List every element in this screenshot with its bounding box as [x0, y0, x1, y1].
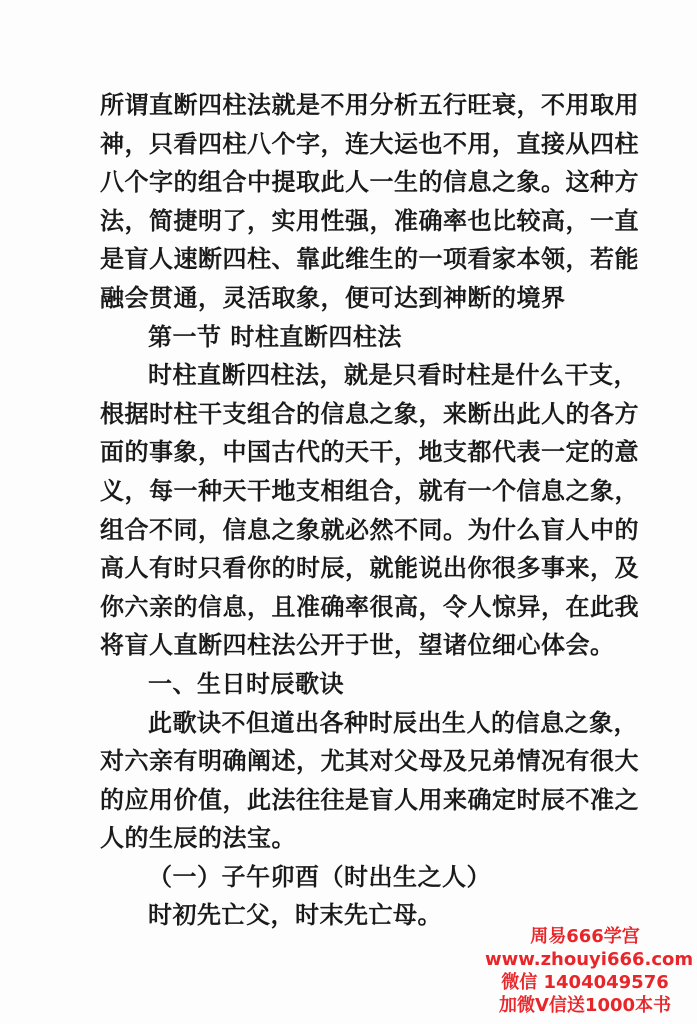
text-line: 时柱直断四柱法，就是只看时柱是什么干支，: [148, 360, 638, 390]
text-line: 时初先亡父，时末先亡母。: [148, 900, 442, 930]
text-line: 面的事象，中国古代的天干，地支都代表一定的意: [100, 437, 639, 467]
text-line: 你六亲的信息，且准确率很高，令人惊异，在此我: [100, 591, 639, 621]
text-line: 人的生辰的法宝。: [100, 823, 296, 853]
text-line: 根据时柱干支组合的信息之象，来断出此人的各方: [100, 398, 639, 428]
body-text: [100, 86, 639, 935]
watermark-title: 周易666学宫: [530, 926, 640, 947]
watermark-url: www.zhouyi666.com: [485, 949, 694, 970]
text-line: 此歌诀不但道出各种时辰出生人的信息之象，: [148, 707, 638, 737]
text-line: 融会贯通，灵活取象，便可达到神断的境界: [100, 282, 566, 312]
subsection-heading: 一、生日时辰歌诀: [148, 668, 344, 698]
text-line: 义，每一种天干地支相组合，就有一个信息之象，: [100, 475, 639, 505]
text-line: 所谓直断四柱法就是不用分析五行旺衰，不用取用: [100, 90, 639, 119]
item-heading: （一）子午卯酉（时出生之人）: [148, 861, 491, 891]
text-line: 将盲人直断四柱法公开于世，望诸位细心体会。: [100, 630, 615, 660]
watermark: [485, 925, 694, 1017]
text-line: 法，简捷明了，实用性强，准确率也比较高，一直: [100, 205, 639, 235]
text-line: 对六亲有明确阐述，尤其对父母及兄弟情况有很大: [100, 746, 639, 776]
text-line: 高人有时只看你的时辰，就能说出你很多事来，及: [100, 553, 639, 583]
text-line: 组合不同，信息之象就必然不同。为什么盲人中的: [100, 514, 639, 544]
text-line: 神，只看四柱八个字，连大运也不用，直接从四柱: [100, 128, 639, 158]
section-heading: 第一节 时柱直断四柱法: [148, 321, 402, 351]
text-line: 八个字的组合中提取此人一生的信息之象。这种方: [100, 167, 639, 197]
text-line: 的应用价值，此法往往是盲人用来确定时辰不准之: [100, 784, 639, 814]
watermark-wechat: 微信 1404049576: [501, 972, 669, 993]
text-line: 是盲人速断四柱、靠此维生的一项看家本领，若能: [100, 244, 639, 274]
watermark-promo: 加微V信送1000本书: [498, 995, 672, 1016]
